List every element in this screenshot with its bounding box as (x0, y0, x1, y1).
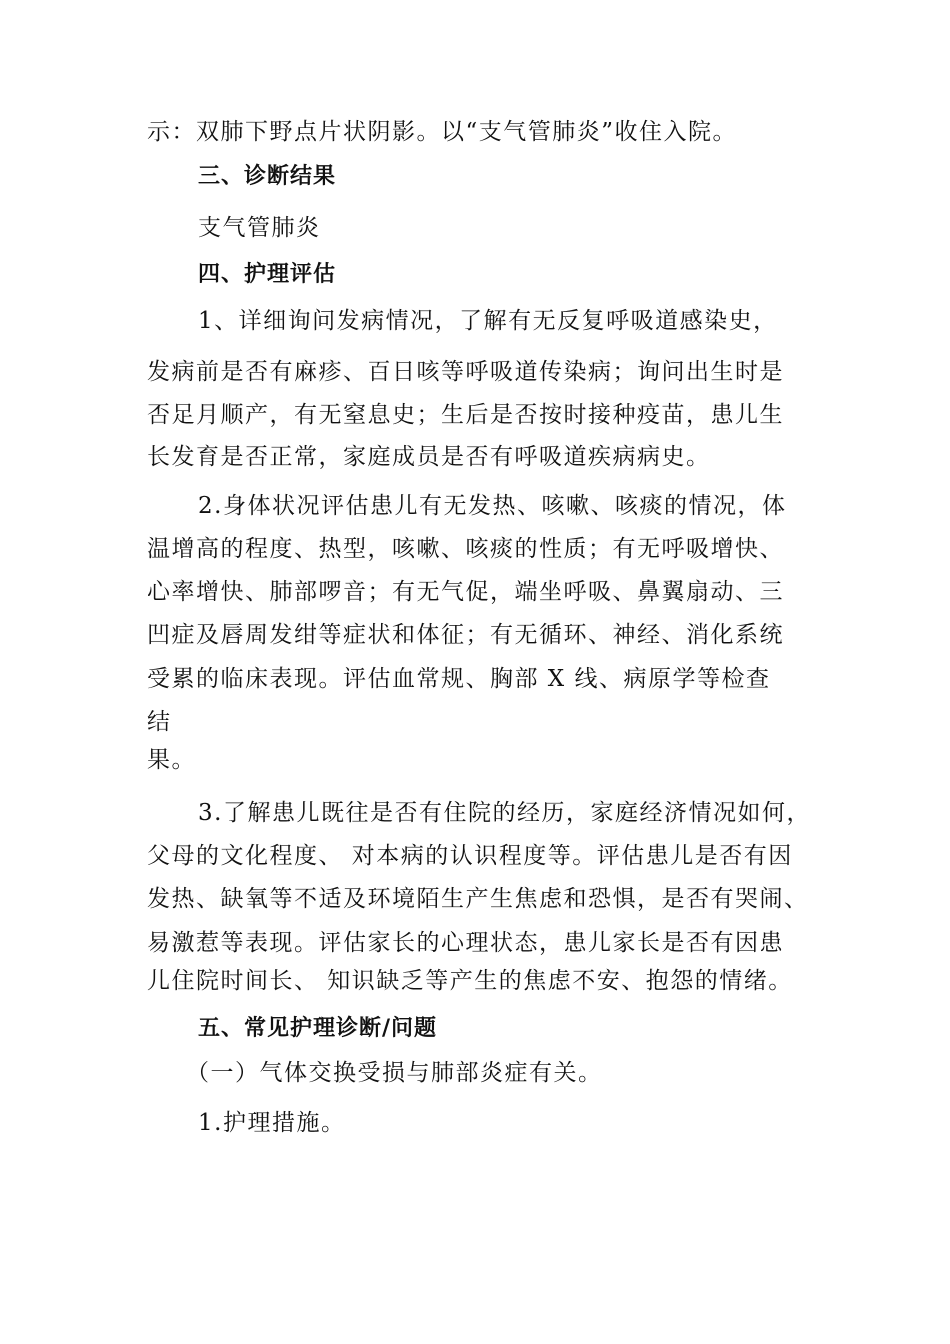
text-line: 2.身体状况评估患儿有无发热、咳嗽、咳痰的情况，体 (198, 493, 787, 519)
text-line: 儿住院时间长、 知识缺乏等产生的焦虑不安、抱怨的情绪。 (147, 968, 793, 994)
text-line: 结 (147, 709, 172, 735)
text-line: 凹症及唇周发绀等症状和体征；有无循环、神经、消化系统 (147, 622, 784, 648)
text-line: 果。 (147, 747, 196, 773)
heading-diagnosis-result: 三、诊断结果 (198, 164, 337, 189)
text-line: 发热、缺氧等不适及环境陌生产生焦虑和恐惧，是否有哭闹、 (147, 886, 809, 912)
text-line: 否足月顺产，有无窒息史；生后是否按时接种疫苗，患儿生 (147, 402, 784, 428)
text-diagnosis: 支气管肺炎 (198, 215, 321, 241)
text-line: 1、详细询问发病情况，了解有无反复呼吸道感染史， (198, 308, 778, 334)
text-line: 父母的文化程度、 对本病的认识程度等。评估患儿是否有因 (147, 843, 793, 869)
text-line-imaging: 示：双肺下野点片状阴影。以“支气管肺炎”收住入院。 (147, 119, 738, 145)
text-line: 发病前是否有麻疹、百日咳等呼吸道传染病；询问出生时是 (147, 359, 784, 385)
text-line: 受累的临床表现。评估血常规、胸部 X 线、病原学等检查 (147, 666, 771, 692)
text-line: 3.了解患儿既往是否有住院的经历，家庭经济情况如何， (198, 800, 811, 826)
text-line: 长发育是否正常，家庭成员是否有呼吸道疾病病史。 (147, 444, 711, 470)
text-line: 温增高的程度、热型，咳嗽、咳痰的性质；有无呼吸增快、 (147, 536, 784, 562)
heading-nursing-diagnosis: 五、常见护理诊断/问题 (198, 1016, 438, 1041)
text-line: 心率增快、肺部啰音；有无气促，端坐呼吸、鼻翼扇动、三 (147, 579, 784, 605)
text-line: 1.护理措施。 (198, 1110, 346, 1136)
text-line: 易激惹等表现。评估家长的心理状态，患儿家长是否有因患 (147, 930, 784, 956)
heading-nursing-assessment: 四、护理评估 (198, 262, 337, 287)
text-subheading: （一）气体交换受损与肺部炎症有关。 (186, 1060, 603, 1086)
